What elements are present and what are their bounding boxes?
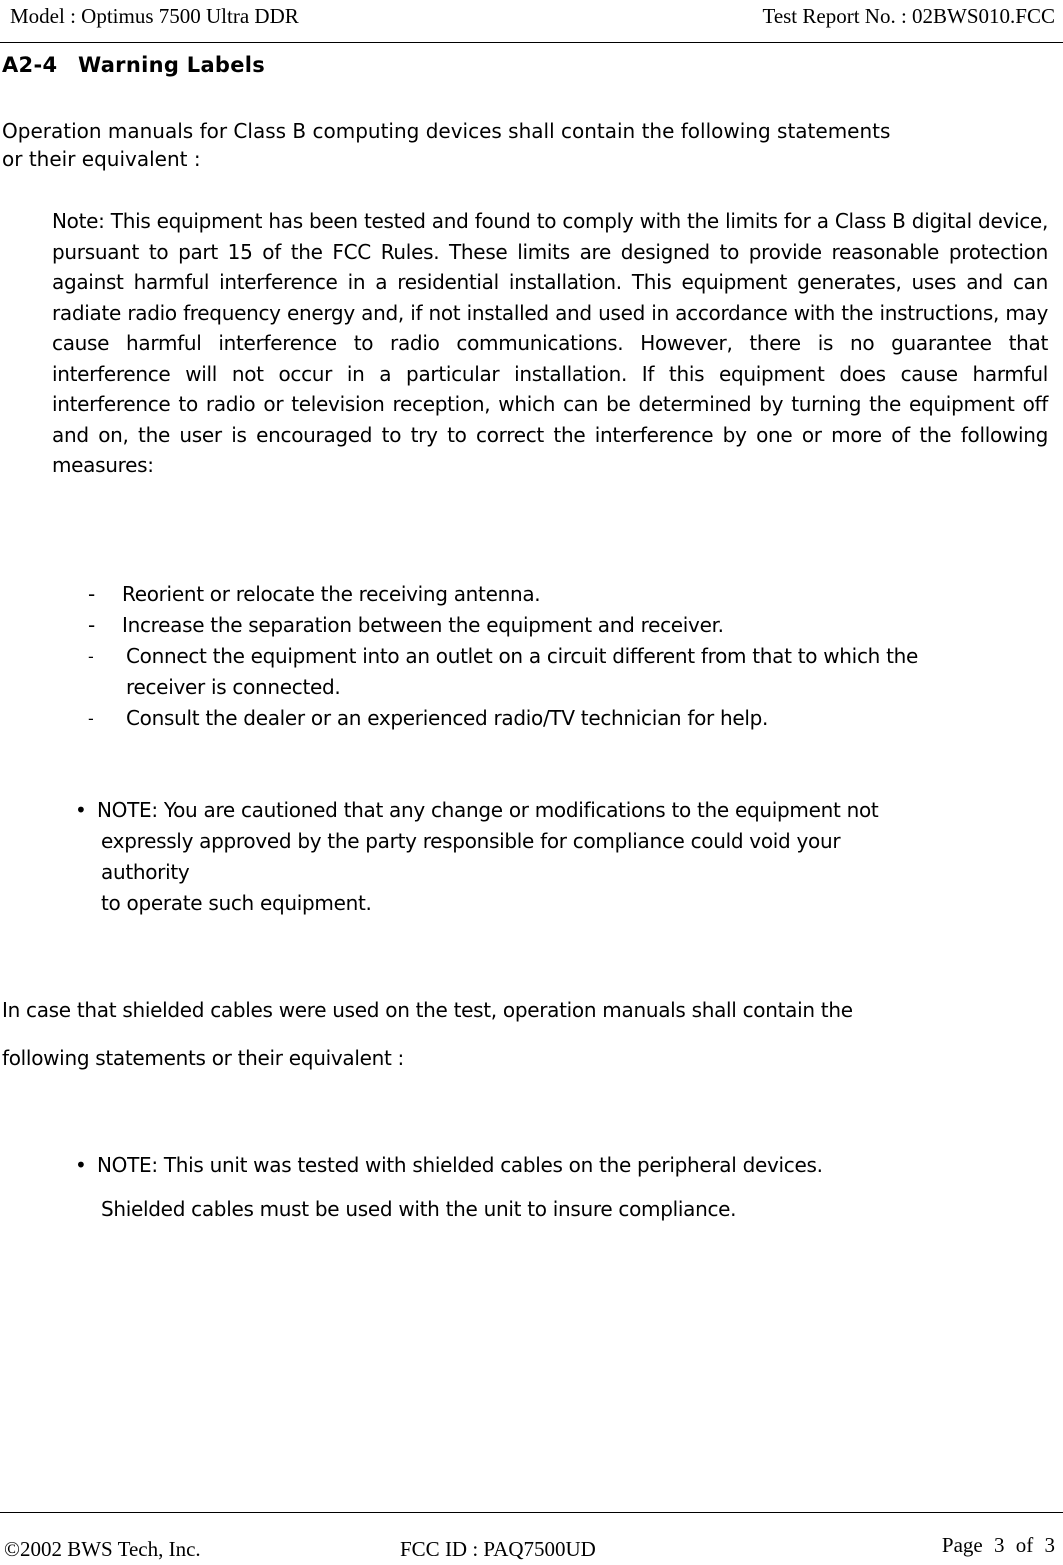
page-indicator (942, 1533, 1055, 1558)
header-model: Model : Optimus 7500 Ultra DDR (10, 4, 299, 28)
intro-paragraph (2, 117, 1002, 173)
caution-note (75, 795, 1035, 919)
measure-dash: - (88, 582, 95, 606)
bullet-icon: • (75, 798, 87, 822)
page-header (0, 0, 1063, 43)
bullet-icon: • (75, 1153, 87, 1177)
measure-dash: - (88, 613, 95, 637)
measure-dash: - (88, 709, 94, 728)
intro-line-1: Operation manuals for Class B computing devices shall contain the following statements (2, 119, 891, 143)
measure-text: Consult the dealer or an experienced radio/TV technician for help. (126, 706, 769, 730)
caution-line: NOTE: You are cautioned that any change or modifications to the equipment not (97, 798, 879, 822)
measure-text: Connect the equipment into an outlet on a circuit different from that to which the (126, 644, 918, 668)
measure-dash: - (88, 647, 94, 666)
measure-text: receiver is connected. (126, 675, 341, 699)
page-of: of (1015, 1533, 1034, 1557)
page-total: 3 (1044, 1533, 1055, 1557)
section-title: Warning Labels (78, 53, 266, 77)
caution-line: authority (101, 860, 190, 884)
caution-line: to operate such equipment. (101, 891, 372, 915)
shielded-note-line: NOTE: This unit was tested with shielded cables on the peripheral devices. (97, 1153, 823, 1177)
shielded-note-line: Shielded cables must be used with the unit to insure compliance. (101, 1197, 737, 1221)
shielded-note (75, 1143, 1035, 1231)
measure-item (88, 641, 1048, 703)
page-current: 3 (994, 1533, 1005, 1557)
page-label: Page (941, 1533, 983, 1557)
footer-copyright: ©2002 BWS Tech, Inc. (4, 1537, 201, 1561)
measure-text: Increase the separation between the equipment and receiver. (122, 613, 724, 637)
shielded-intro-line-1: In case that shielded cables were used on the test, operation manuals shall contain the (2, 998, 853, 1022)
header-report-number: Test Report No. : 02BWS010.FCC (762, 4, 1055, 28)
page-footer (0, 1512, 1063, 1565)
caution-line: expressly approved by the party responsible for compliance could void your (101, 829, 841, 853)
shielded-intro-line-2: following statements or their equivalent : (2, 1046, 404, 1070)
section-number: A2-4 (2, 53, 58, 77)
fcc-note-paragraph: Note: This equipment has been tested and found to comply with the limits for a Class B digital device, pursuant to part 15 of the FCC Rules. These limits are designed to provide reasonable protection against harmful interference in a residential installation. This equipment generates, uses and can radiate radio frequency energy and, if not installed and used in accordance with the instructions, may cause harmful interference to radio communications. However, there is no guarantee that interference will not occur in a particular installation. If this equipment does cause harmful interference to radio or television reception, which can be determined by turning the equipment off and on, the user is encouraged to try to correct the interference by one or more of the following measures: (52, 209, 1048, 477)
section-heading (2, 53, 265, 77)
measure-text: Reorient or relocate the receiving antenna. (122, 582, 541, 606)
footer-fcc-id: FCC ID : PAQ7500UD (400, 1537, 596, 1561)
intro-line-2: or their equivalent : (2, 147, 201, 171)
